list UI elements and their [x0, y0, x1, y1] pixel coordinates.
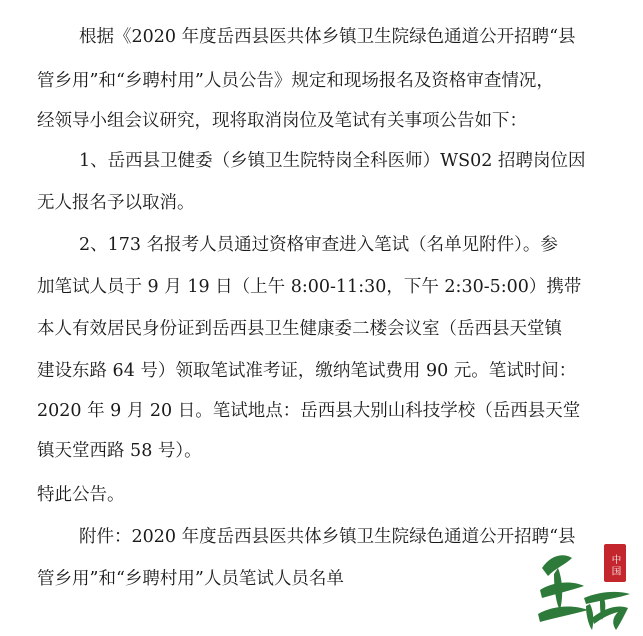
- yuexi-logo: [532, 538, 636, 632]
- intro-line-3: 经领导小组会议研究，现将取消岗位及笔试有关事项公告如下：: [37, 111, 527, 131]
- item-1-line-2: 无人报名予以取消。: [37, 193, 195, 213]
- brush-stroke: [538, 607, 588, 622]
- item-2-line-4: 建设东路 64 号）领取笔试准考证，缴纳笔试费用 90 元。笔试时间：: [37, 361, 577, 381]
- intro-line-2: 管乡用”和“乡聘村用”人员公告》规定和现场报名及资格审查情况，: [37, 71, 554, 91]
- closing-line: 特此公告。: [37, 485, 125, 505]
- seal-stamp: [604, 544, 626, 582]
- item-1-line-1: 1、岳西县卫健委（乡镇卫生院特岗全科医师）WS02 招聘岗位因: [79, 151, 586, 171]
- attachment-line-1: 附件：2020 年度岳西县医共体乡镇卫生院绿色通道公开招聘“县: [79, 527, 576, 547]
- brush-stroke: [586, 604, 593, 630]
- intro-line-1: 根据《2020 年度岳西县医共体乡镇卫生院绿色通道公开招聘“县: [79, 27, 576, 47]
- brush-stroke: [584, 592, 630, 604]
- seal-text: 中国: [609, 554, 621, 578]
- item-2-line-1: 2、173 名报考人员通过资格审查进入笔试（名单见附件）。参: [79, 235, 558, 255]
- item-2-line-3: 本人有效居民身份证到岳西县卫生健康委二楼会议室（岳西县天堂镇: [37, 319, 562, 339]
- item-2-line-6: 镇天堂西路 58 号）。: [37, 441, 202, 461]
- item-2-line-2: 加笔试人员于 9 月 19 日（上午 8:00-11:30，下午 2:30-5:00）携带: [37, 277, 582, 297]
- attachment-line-2: 管乡用”和“乡聘村用”人员笔试人员名单: [37, 569, 344, 589]
- item-2-line-5: 2020 年 9 月 20 日。笔试地点：岳西县大别山科技学校（岳西县天堂: [37, 401, 581, 421]
- brush-stroke: [592, 606, 628, 630]
- brush-stroke: [554, 568, 562, 610]
